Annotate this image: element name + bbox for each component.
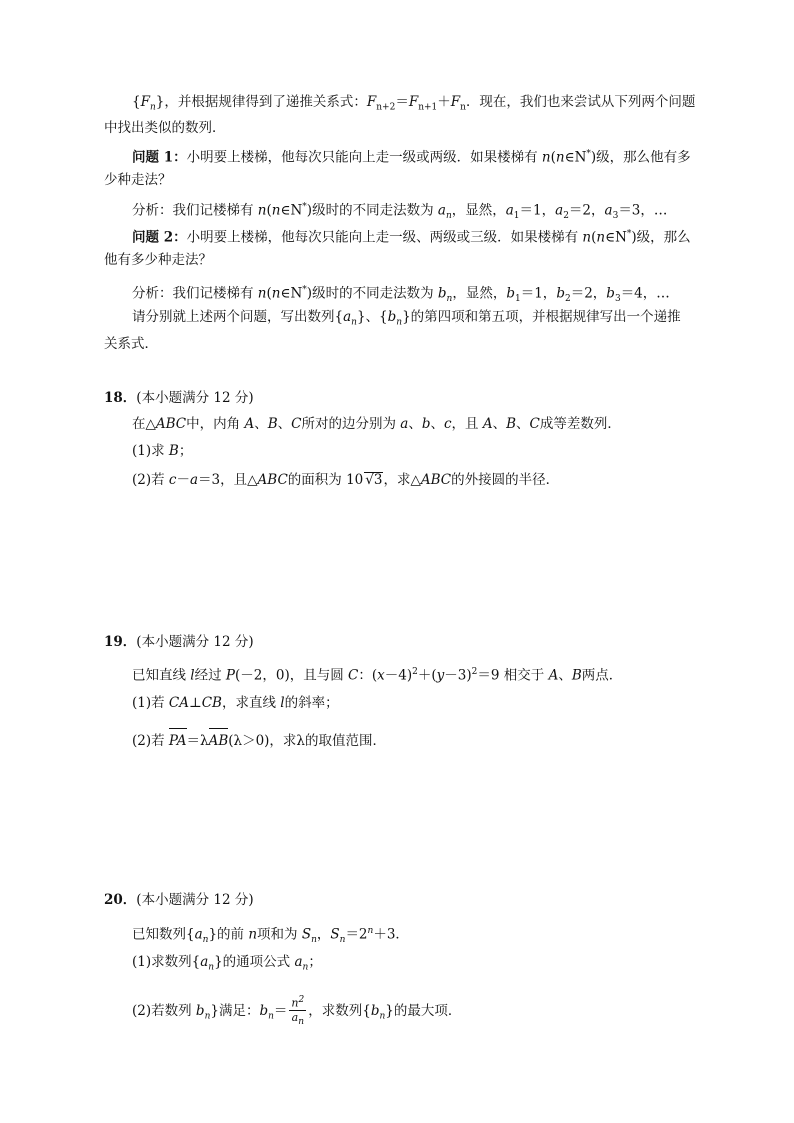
question-19-part-1: (1)若 CA⊥CB，求直线 l的斜率； <box>132 695 339 711</box>
problem-2-request: 请分别就上述两个问题，写出数列$\{a_n\}$、$\{b_n\}$的第四项和第五项，并根据规律写出一个递推 <box>132 309 681 328</box>
question-20-header: 20．(本小题满分 12 分) <box>104 892 254 908</box>
problem-1-analysis: 分析：我们记楼梯有 n(n∈N*)级时的不同走法数为 $a_n$，显然，$a_1=1$，$a_2=2$，$a_3=3$，… <box>132 202 668 222</box>
question-19-stem: 已知直线 l经过 P(－2，0)，且与圆 C：$(x-4)^2+(y-3)^2=9$ 相交于 A、B两点． <box>132 667 623 684</box>
intro-line-2: 中找出类似的数列． <box>104 120 226 136</box>
question-19-part-2: (2)若 PA＝λAB(λ＞0)，求λ的取值范围． <box>132 733 386 749</box>
question-20-part-1: (1)求数列$\{a_n\}$的通项公式 $a_n$； <box>132 954 322 973</box>
question-18-stem: 在△ABC中，内角 A、B、C所对的边分别为 a、b、c，且 A、B、C成等差数列． <box>132 416 621 432</box>
question-18-part-2: (2)若 c－a＝3，且△ABC的面积为 10 √3，求△ABC的外接圆的半径． <box>132 472 560 488</box>
question-number: 19． <box>104 634 137 650</box>
intro-line-1: $\{F_n\}$，并根据规律得到了递推关系式：$F_{n+2}=F_{n+1}+F_n$．现在，我们也来尝试从下列两个问题 <box>132 94 696 113</box>
question-20-part-2: (2)若数列 $b_n$}满足：$b_n=$ $\frac{n^2}{a_n}$ ，求数列$\{b_n\}$的最大项． <box>132 995 462 1027</box>
problem-2-analysis: 分析：我们记楼梯有 n(n∈N*)级时的不同走法数为 $b_n$，显然，$b_1=1$，$b_2=2$，$b_3=4$，… <box>132 285 670 305</box>
question-19-header: 19．(本小题满分 12 分) <box>104 634 254 650</box>
problem-1-line-2: 少种走法？ <box>104 172 172 188</box>
question-number: 18． <box>104 390 137 406</box>
problem-2-line-2: 他有多少种走法？ <box>104 252 212 268</box>
problem-1-line-1: 问题 1：小明要上楼梯，他每次只能向上走一级或两级．如果楼梯有 n(n∈N*)级，那么他有多 <box>132 149 691 166</box>
vector-pa: PA <box>168 733 187 749</box>
question-number: 20． <box>104 892 137 908</box>
problem-2-line-1: 问题 2：小明要上楼梯，他每次只能向上走一级、两级或三级．如果楼梯有 n(n∈N*)级，那么 <box>132 229 691 246</box>
question-18-part-1: (1)求 B； <box>132 443 193 459</box>
problem-2-request-line-2: 关系式． <box>104 336 158 352</box>
sqrt-symbol: √3 <box>365 472 383 488</box>
question-18-header: 18．(本小题满分 12 分) <box>104 390 254 406</box>
vector-ab: AB <box>208 733 229 749</box>
question-20-stem: 已知数列$\{a_n\}$的前 n项和为 $S_n$，$S_n=2^n+3$． <box>132 926 409 946</box>
fraction-n2-over-an: $\frac{n^2}{a_n}$ <box>291 995 305 1027</box>
